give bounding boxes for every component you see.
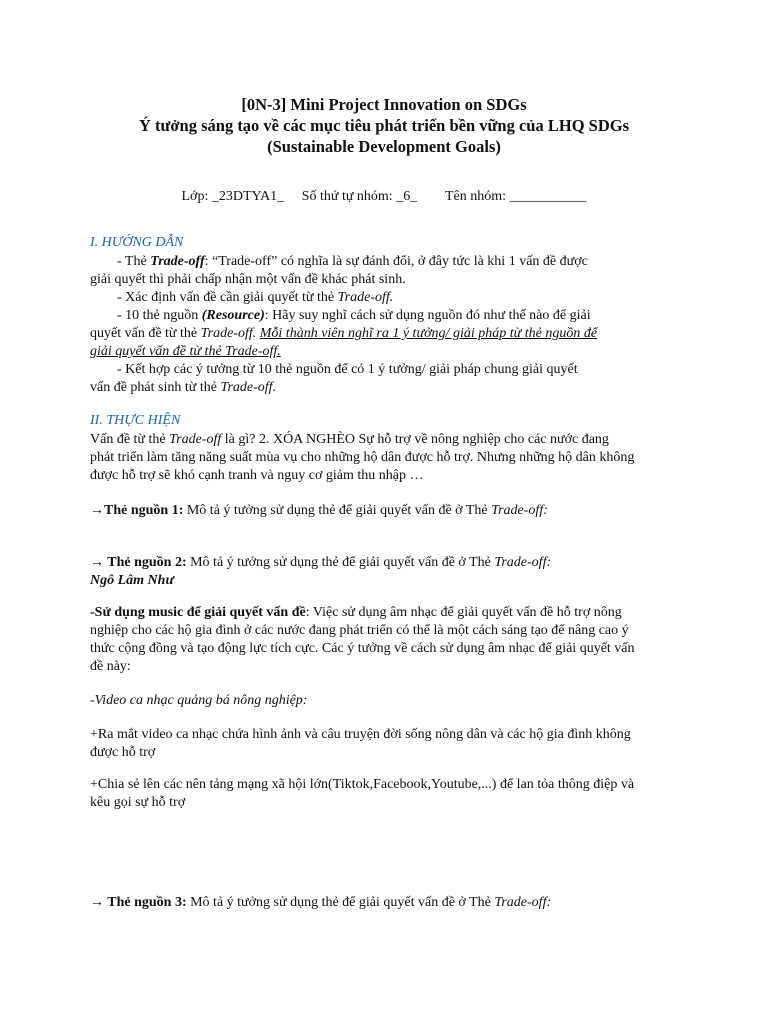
paragraph-resource-cards: [117, 307, 591, 325]
author-name: [90, 572, 174, 590]
paragraph-combine-ideas: - Kết hợp các ý tưởng từ 10 thẻ nguồn để có 1 ý tưởng/ giải pháp chung giải quyết: [117, 362, 578, 377]
problem-statement-line-1: [90, 431, 609, 449]
music-idea-line-4: đề này:: [90, 659, 131, 674]
text-span: -Video ca nhạc quảng bá nông nghiệp:: [90, 693, 308, 708]
text-span: : Hãy suy nghĩ cách sử dụng nguồn đó như thế nào để giải: [264, 308, 591, 323]
paragraph-trade-off-def-cont: giải quyết thì phải chấp nhận một vấn đề khác phát sinh.: [90, 272, 406, 287]
text-span: Mỗi thành viên nghĩ ra 1 ý tưởng/ giải pháp từ thẻ nguồn để: [259, 326, 598, 341]
resource-card-2: [90, 554, 551, 572]
section-heading-implementation: II. THỰC HIỆN: [90, 413, 181, 428]
problem-statement-line-2: phát triển làm tăng năng suất mùa vụ cho những hộ dân được hỗ trợ. Nhưng những hộ dân không: [90, 450, 635, 465]
problem-statement-line-3: được hỗ trợ sẽ khó cạnh tranh và nguy cơ giảm thu nhập …: [90, 468, 424, 483]
paragraph-identify-problem: [117, 289, 393, 307]
text-span: : “Trade-off” có nghĩa là sự đánh đổi, ở đây tức là khi 1 vấn đề được: [204, 254, 588, 269]
text-span: → Thẻ nguồn 3:: [90, 895, 187, 910]
text-span: Vấn đề từ thẻ: [90, 432, 170, 447]
title-line-3: (Sustainable Development Goals): [267, 137, 501, 156]
text-span: - Xác định vấn đề cần giải quyết từ thẻ: [117, 290, 338, 305]
class-group-info: Lớp: _23DTYA1_ Số thứ tự nhóm: _6_ Tên nhóm: ___________: [181, 189, 587, 204]
text-span: Mô tả ý tưởng sử dụng thẻ để giải quyết vấn đề ở Thẻ: [186, 895, 495, 910]
text-span: - 10 thẻ nguồn: [117, 308, 202, 323]
text-span: Mô tả ý tưởng sử dụng thẻ để giải quyết vấn đề ở Thẻ: [183, 503, 492, 518]
video-idea-1-line-2: được hỗ trợ: [90, 745, 156, 760]
text-span: Trade-off:: [491, 503, 548, 518]
video-idea-2-line-1: +Chia sẻ lên các nên tảng mạng xã hội lớn(Tiktok,Facebook,Youtube,...) để lan tỏa thông điệp và: [90, 777, 635, 792]
paragraph-trade-off-def: [117, 253, 588, 271]
text-span: quyết vấn đề từ thẻ: [90, 326, 201, 341]
text-span: →Thẻ nguồn 1:: [90, 503, 184, 518]
paragraph-combine-ideas-cont: [90, 379, 276, 397]
text-span: Trade-off:: [494, 555, 552, 570]
paragraph-resource-cards-cont: [90, 325, 597, 343]
text-span: Trade-off.: [200, 326, 260, 341]
music-idea-line-3: thức cộng đồng và tạo động lực tích cực. Các ý tưởng về cách sử dụng âm nhạc để giải quyết vấn: [90, 641, 635, 656]
music-idea-line-2: nghiệp cho các hộ gia đình ở các nước đang phát triển có thể là một cách sáng tạo để nâng cao ý: [90, 623, 629, 638]
text-span: giải quyết vấn đề từ thẻ Trade-off.: [90, 344, 281, 359]
text-span: vấn đề phát sinh từ thẻ: [90, 380, 221, 395]
video-idea-2-line-2: kêu gọi sự hỗ trợ: [90, 795, 186, 810]
title-line-2: Ý tưởng sáng tạo về các mục tiêu phát triển bền vững của LHQ SDGs: [138, 116, 630, 135]
text-span: Trade-off: [150, 254, 205, 269]
resource-card-1: [90, 502, 548, 520]
text-span: -Sử dụng music để giải quyết vấn đề: [90, 605, 306, 620]
text-span: là gì? 2. XÓA NGHÈO Sự hỗ trợ về nông nghiệp cho các nước đang: [221, 432, 609, 447]
text-span: - Thẻ: [117, 254, 151, 269]
text-span: Trade-off.: [220, 380, 277, 395]
resource-card-3: [90, 894, 551, 912]
music-idea-line-1: [90, 604, 622, 622]
text-span: → Thẻ nguồn 2:: [90, 555, 187, 570]
text-span: (Resource): [201, 308, 265, 323]
text-span: Ngô Lâm Như: [90, 573, 174, 588]
text-span: Trade-off.: [337, 290, 394, 305]
video-heading: [90, 692, 307, 710]
section-heading-guide: I. HƯỚNG DẪN: [90, 235, 184, 250]
paragraph-resource-cards-underline: [90, 343, 281, 361]
video-idea-1-line-1: +Ra mắt video ca nhạc chứa hình ảnh và câu truyện đời sống nông dân và các hộ gia đình không: [90, 727, 631, 742]
text-span: Mô tả ý tưởng sử dụng thẻ để giải quyết vấn đề ở Thẻ: [186, 555, 495, 570]
text-span: : Việc sử dụng âm nhạc để giải quyết vấn đề hỗ trợ nông: [305, 605, 622, 620]
text-span: Trade-off: [169, 432, 222, 447]
title-line-1: [0N-3] Mini Project Innovation on SDGs: [241, 95, 527, 114]
text-span: Trade-off:: [494, 895, 552, 910]
